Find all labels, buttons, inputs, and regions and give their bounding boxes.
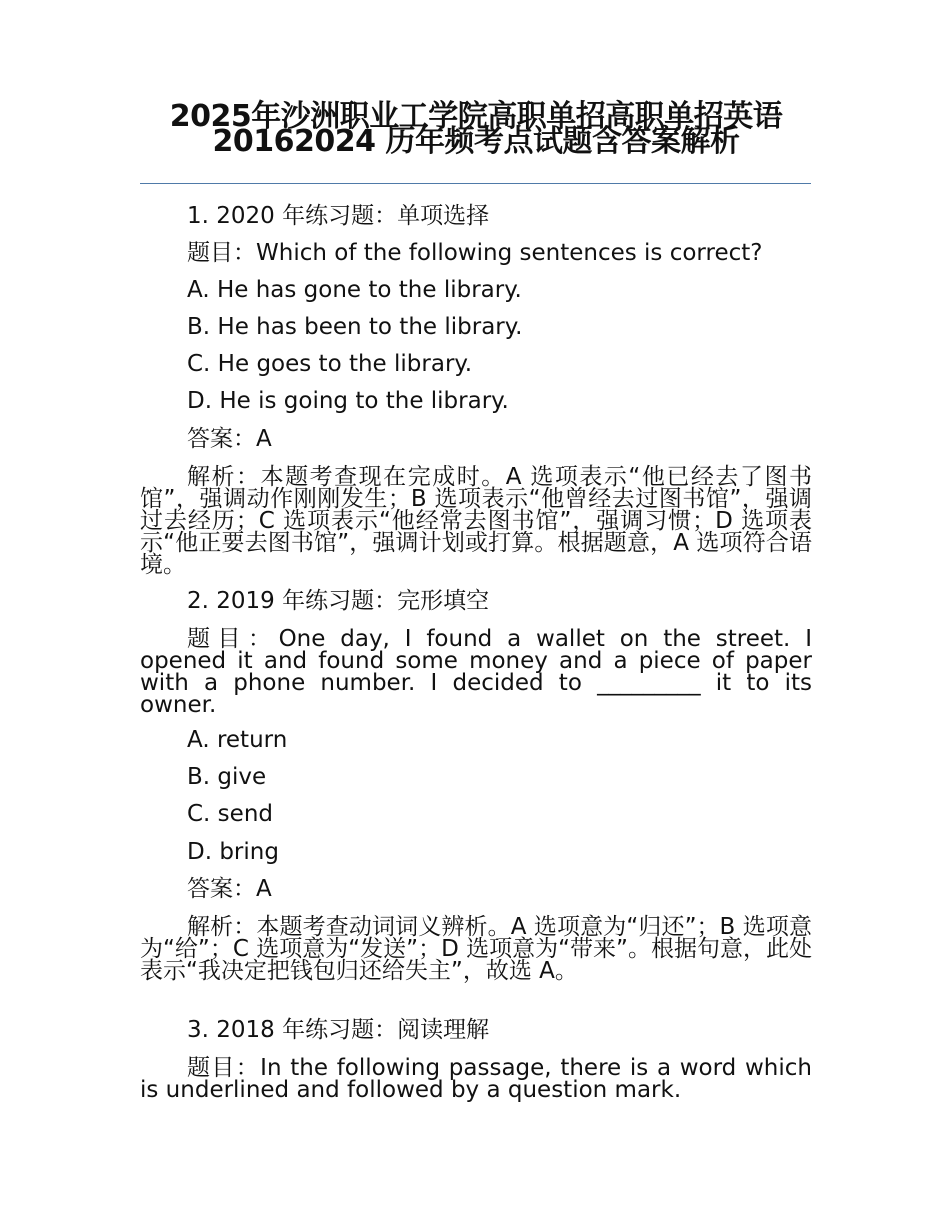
question-2-option-d: D. bring [187,839,279,865]
title-divider [140,183,811,184]
question-1-option-a: A. He has gone to the library. [187,277,522,303]
question-2-answer: 答案：A [187,876,272,902]
question-1-answer: 答案：A [187,426,272,452]
question-3-heading: 3. 2018 年练习题：阅读理解 [187,1017,490,1043]
question-2-option-b: B. give [187,764,267,790]
question-1-option-c: C. He goes to the library. [187,351,473,377]
question-2-analysis: 解析：本题考查动词词义辨析。A 选项意为“归还”；B 选项意为“给”；C 选项意为“发送”；D 选项意为“带来”。根据句意，此处表示“我决定把钱包归还给失主”，故选 A。 [140,914,812,984]
question-1-option-b: B. He has been to the library. [187,314,523,340]
question-2-heading: 2. 2019 年练习题：完形填空 [187,588,490,614]
question-1-heading: 1. 2020 年练习题：单项选择 [187,203,490,229]
question-1-prompt: 题目：Which of the following sentences is correct? [187,240,763,266]
question-3-prompt: 题目：In the following passage, there is a word which is underlined and followed by a question mark. [140,1055,812,1103]
question-1-option-d: D. He is going to the library. [187,388,509,414]
question-2-prompt: 题目：One day, I found a wallet on the street. I opened it and found some money and a piece of paper with a phone number. I decided to _________ it to its owner. [140,626,812,718]
document-title: 2025年沙洲职业工学院高职单招高职单招英语 20162024 历年频考点试题含答案解析 [169,99,783,159]
question-2-option-a: A. return [187,727,288,753]
question-2-option-c: C. send [187,801,273,827]
question-1-analysis: 解析：本题考查现在完成时。A 选项表示“他已经去了图书馆”，强调动作刚刚发生；B 选项表示“他曾经去过图书馆”，强调过去经历；C 选项表示“他经常去图书馆”，强调习惯；D 选项表示“他正要去图书馆”，强调计划或打算。根据题意，A 选项符合语境。 [140,464,812,578]
